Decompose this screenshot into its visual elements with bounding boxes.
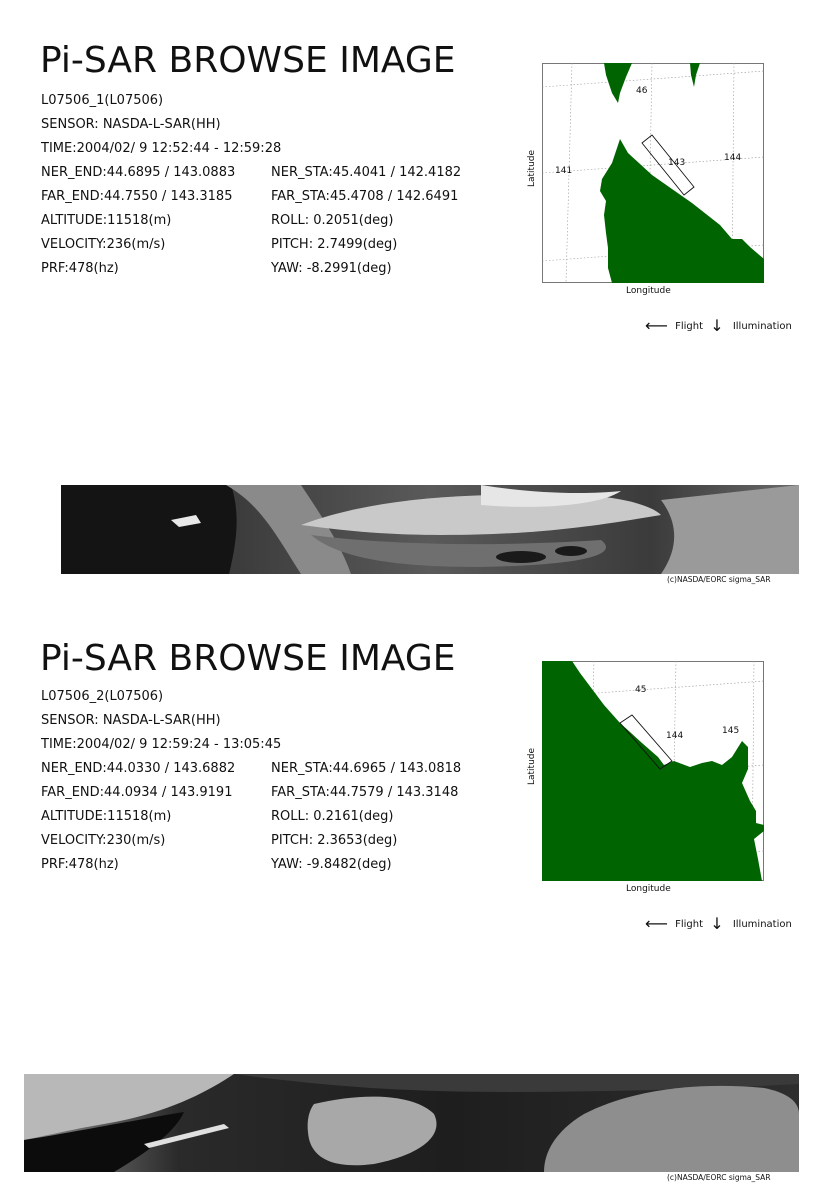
sensor-info: SENSOR: NASDA-L-SAR(HH): [41, 713, 221, 728]
scene-id: L07506_1(L07506): [41, 93, 164, 108]
location-map: [542, 63, 764, 283]
far-end-coord: FAR_END:44.7550 / 143.3185: [41, 189, 233, 204]
far-end-coord: FAR_END:44.0934 / 143.9191: [41, 785, 233, 800]
roll: ROLL: 0.2051(deg): [271, 213, 394, 228]
pitch: PITCH: 2.3653(deg): [271, 833, 398, 848]
near-start-coord: NER_STA:45.4041 / 142.4182: [271, 165, 462, 180]
map-x-label: Longitude: [626, 884, 671, 894]
arrow-down-icon: ↓: [710, 914, 724, 933]
pitch: PITCH: 2.7499(deg): [271, 237, 398, 252]
velocity: VELOCITY:236(m/s): [41, 237, 166, 252]
time-range: TIME:2004/02/ 9 12:52:44 - 12:59:28: [41, 141, 282, 156]
grid-label-lon-141: 141: [555, 166, 573, 176]
grid-label-lon-143: 143: [668, 158, 686, 168]
map-x-label: Longitude: [626, 286, 671, 296]
near-end-coord: NER_END:44.6895 / 143.0883: [41, 165, 236, 180]
altitude: ALTITUDE:11518(m): [41, 213, 172, 228]
grid-label-lon-144: 144: [666, 731, 684, 741]
flight-label: Flight: [675, 918, 704, 930]
sensor-info: SENSOR: NASDA-L-SAR(HH): [41, 117, 221, 132]
copyright-text: (c)NASDA/EORC sigma_SAR: [667, 575, 771, 584]
roll: ROLL: 0.2161(deg): [271, 809, 394, 824]
yaw: YAW: -9.8482(deg): [271, 857, 392, 872]
sar-image: [24, 1074, 799, 1172]
arrow-down-icon: ↓: [710, 316, 724, 335]
near-start-coord: NER_STA:44.6965 / 143.0818: [271, 761, 462, 776]
illumination-label: Illumination: [732, 320, 792, 332]
grid-label-lat: 45: [635, 685, 647, 695]
grid-label-lon-144: 144: [724, 153, 742, 163]
scene-id: L07506_2(L07506): [41, 689, 164, 704]
arrow-left-icon: ⟵: [645, 914, 668, 933]
flight-legend: [645, 316, 792, 335]
flight-label: Flight: [675, 320, 704, 332]
illumination-label: Illumination: [732, 918, 792, 930]
map-y-label: Latitude: [527, 747, 537, 785]
prf: PRF:478(hz): [41, 857, 119, 872]
near-end-coord: NER_END:44.0330 / 143.6882: [41, 761, 236, 776]
far-start-coord: FAR_STA:44.7579 / 143.3148: [271, 785, 459, 800]
altitude: ALTITUDE:11518(m): [41, 809, 172, 824]
map-graphic: [542, 661, 764, 881]
velocity: VELOCITY:230(m/s): [41, 833, 166, 848]
sar-image: [61, 485, 799, 574]
map-graphic: [542, 63, 764, 283]
yaw: YAW: -8.2991(deg): [271, 261, 392, 276]
browse-section-1: [0, 0, 822, 595]
prf: PRF:478(hz): [41, 261, 119, 276]
arrow-left-icon: ⟵: [645, 316, 668, 335]
sar-browse-strip: [61, 485, 799, 574]
flight-legend: [645, 914, 792, 933]
page-title: Pi-SAR BROWSE IMAGE: [40, 40, 456, 81]
browse-section-2: [0, 598, 822, 1193]
location-map: [542, 661, 764, 881]
grid-label-lon-145: 145: [722, 726, 740, 736]
page-title: Pi-SAR BROWSE IMAGE: [40, 638, 456, 679]
map-y-label: Latitude: [527, 149, 537, 187]
grid-label-lat: 46: [636, 86, 648, 96]
time-range: TIME:2004/02/ 9 12:59:24 - 13:05:45: [41, 737, 282, 752]
copyright-text: (c)NASDA/EORC sigma_SAR: [667, 1173, 771, 1182]
sar-browse-strip: [24, 1074, 799, 1172]
far-start-coord: FAR_STA:45.4708 / 142.6491: [271, 189, 459, 204]
